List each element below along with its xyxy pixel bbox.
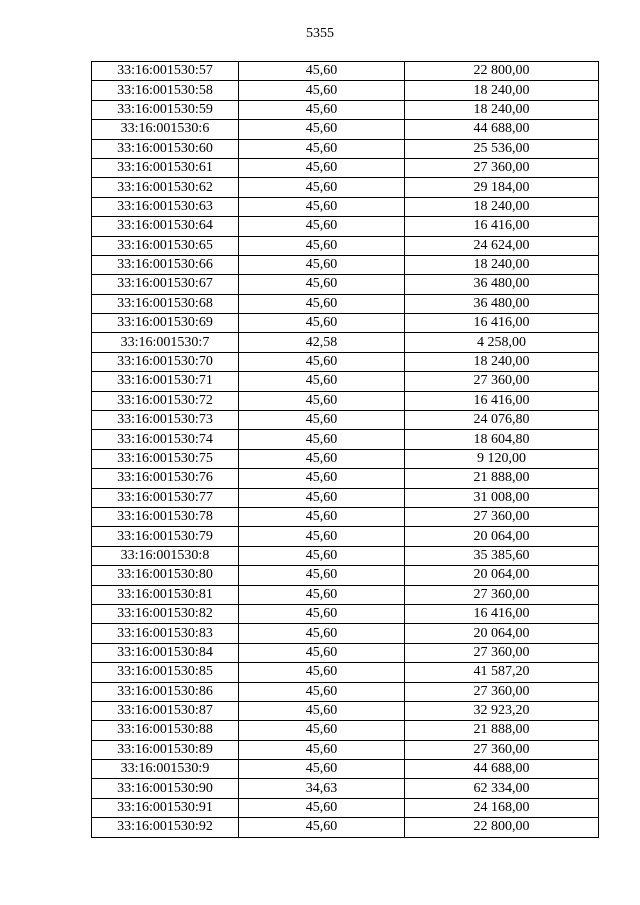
value-cell: 18 240,00 <box>405 255 599 274</box>
area-cell: 45,60 <box>239 255 405 274</box>
area-cell: 45,60 <box>239 275 405 294</box>
area-cell: 45,60 <box>239 314 405 333</box>
cadastral-number-cell: 33:16:001530:66 <box>92 255 239 274</box>
value-cell: 24 168,00 <box>405 798 599 817</box>
table-row <box>92 701 599 720</box>
value-cell: 32 923,20 <box>405 701 599 720</box>
cadastral-number-cell: 33:16:001530:58 <box>92 81 239 100</box>
cadastral-number-cell: 33:16:001530:84 <box>92 643 239 662</box>
value-cell: 36 480,00 <box>405 294 599 313</box>
table-row <box>92 352 599 371</box>
table-row <box>92 236 599 255</box>
table-row <box>92 391 599 410</box>
table-row <box>92 411 599 430</box>
cadastral-number-cell: 33:16:001530:65 <box>92 236 239 255</box>
table-row <box>92 527 599 546</box>
area-cell: 45,60 <box>239 449 405 468</box>
cadastral-number-cell: 33:16:001530:69 <box>92 314 239 333</box>
area-cell: 45,60 <box>239 682 405 701</box>
cadastral-number-cell: 33:16:001530:89 <box>92 740 239 759</box>
value-cell: 31 008,00 <box>405 488 599 507</box>
area-cell: 45,60 <box>239 236 405 255</box>
area-cell: 45,60 <box>239 760 405 779</box>
table-row <box>92 721 599 740</box>
cadastral-number-cell: 33:16:001530:71 <box>92 372 239 391</box>
value-cell: 27 360,00 <box>405 643 599 662</box>
cadastral-number-cell: 33:16:001530:80 <box>92 566 239 585</box>
cadastral-number-cell: 33:16:001530:9 <box>92 760 239 779</box>
table-row <box>92 178 599 197</box>
area-cell: 45,60 <box>239 372 405 391</box>
cadastral-number-cell: 33:16:001530:63 <box>92 197 239 216</box>
page-number: 5355 <box>306 26 334 41</box>
table-row <box>92 546 599 565</box>
table-row <box>92 100 599 119</box>
value-cell: 25 536,00 <box>405 139 599 158</box>
cadastral-number-cell: 33:16:001530:87 <box>92 701 239 720</box>
area-cell: 45,60 <box>239 798 405 817</box>
table-row <box>92 62 599 81</box>
value-cell: 22 800,00 <box>405 62 599 81</box>
table-row <box>92 449 599 468</box>
cadastral-number-cell: 33:16:001530:7 <box>92 333 239 352</box>
value-cell: 27 360,00 <box>405 585 599 604</box>
table-row <box>92 740 599 759</box>
table-row <box>92 779 599 798</box>
area-cell: 45,60 <box>239 391 405 410</box>
cadastral-number-cell: 33:16:001530:59 <box>92 100 239 119</box>
cadastral-table <box>91 61 599 838</box>
value-cell: 24 076,80 <box>405 411 599 430</box>
table-row <box>92 217 599 236</box>
area-cell: 45,60 <box>239 604 405 623</box>
value-cell: 44 688,00 <box>405 120 599 139</box>
table-row <box>92 643 599 662</box>
value-cell: 16 416,00 <box>405 314 599 333</box>
area-cell: 45,60 <box>239 81 405 100</box>
cadastral-number-cell: 33:16:001530:6 <box>92 120 239 139</box>
cadastral-number-cell: 33:16:001530:67 <box>92 275 239 294</box>
area-cell: 34,63 <box>239 779 405 798</box>
table-row <box>92 663 599 682</box>
value-cell: 16 416,00 <box>405 391 599 410</box>
table-row <box>92 81 599 100</box>
value-cell: 4 258,00 <box>405 333 599 352</box>
value-cell: 27 360,00 <box>405 507 599 526</box>
cadastral-number-cell: 33:16:001530:72 <box>92 391 239 410</box>
cadastral-number-cell: 33:16:001530:82 <box>92 604 239 623</box>
area-cell: 45,60 <box>239 488 405 507</box>
value-cell: 22 800,00 <box>405 818 599 837</box>
table-row <box>92 566 599 585</box>
table-row <box>92 158 599 177</box>
area-cell: 42,58 <box>239 333 405 352</box>
cadastral-number-cell: 33:16:001530:91 <box>92 798 239 817</box>
value-cell: 16 416,00 <box>405 217 599 236</box>
table-row <box>92 275 599 294</box>
table-row <box>92 585 599 604</box>
area-cell: 45,60 <box>239 546 405 565</box>
value-cell: 18 240,00 <box>405 100 599 119</box>
cadastral-number-cell: 33:16:001530:86 <box>92 682 239 701</box>
area-cell: 45,60 <box>239 100 405 119</box>
value-cell: 18 240,00 <box>405 197 599 216</box>
cadastral-number-cell: 33:16:001530:64 <box>92 217 239 236</box>
table-row <box>92 372 599 391</box>
area-cell: 45,60 <box>239 178 405 197</box>
table-row <box>92 760 599 779</box>
value-cell: 24 624,00 <box>405 236 599 255</box>
table-row <box>92 430 599 449</box>
value-cell: 27 360,00 <box>405 682 599 701</box>
area-cell: 45,60 <box>239 217 405 236</box>
area-cell: 45,60 <box>239 294 405 313</box>
value-cell: 29 184,00 <box>405 178 599 197</box>
value-cell: 20 064,00 <box>405 566 599 585</box>
area-cell: 45,60 <box>239 566 405 585</box>
area-cell: 45,60 <box>239 643 405 662</box>
area-cell: 45,60 <box>239 663 405 682</box>
area-cell: 45,60 <box>239 585 405 604</box>
cadastral-number-cell: 33:16:001530:60 <box>92 139 239 158</box>
value-cell: 18 240,00 <box>405 81 599 100</box>
area-cell: 45,60 <box>239 139 405 158</box>
cadastral-number-cell: 33:16:001530:83 <box>92 624 239 643</box>
value-cell: 21 888,00 <box>405 721 599 740</box>
table-row <box>92 333 599 352</box>
cadastral-number-cell: 33:16:001530:62 <box>92 178 239 197</box>
area-cell: 45,60 <box>239 469 405 488</box>
area-cell: 45,60 <box>239 197 405 216</box>
area-cell: 45,60 <box>239 624 405 643</box>
table-row <box>92 488 599 507</box>
table-row <box>92 604 599 623</box>
cadastral-number-cell: 33:16:001530:70 <box>92 352 239 371</box>
table-row <box>92 314 599 333</box>
area-cell: 45,60 <box>239 527 405 546</box>
area-cell: 45,60 <box>239 701 405 720</box>
table-row <box>92 255 599 274</box>
table-body <box>92 62 599 838</box>
table-row <box>92 798 599 817</box>
area-cell: 45,60 <box>239 507 405 526</box>
cadastral-number-cell: 33:16:001530:78 <box>92 507 239 526</box>
cadastral-number-cell: 33:16:001530:76 <box>92 469 239 488</box>
value-cell: 20 064,00 <box>405 527 599 546</box>
value-cell: 21 888,00 <box>405 469 599 488</box>
value-cell: 36 480,00 <box>405 275 599 294</box>
value-cell: 18 604,80 <box>405 430 599 449</box>
value-cell: 27 360,00 <box>405 158 599 177</box>
cadastral-number-cell: 33:16:001530:8 <box>92 546 239 565</box>
cadastral-number-cell: 33:16:001530:92 <box>92 818 239 837</box>
area-cell: 45,60 <box>239 62 405 81</box>
cadastral-number-cell: 33:16:001530:74 <box>92 430 239 449</box>
area-cell: 45,60 <box>239 818 405 837</box>
cadastral-number-cell: 33:16:001530:90 <box>92 779 239 798</box>
cadastral-number-cell: 33:16:001530:68 <box>92 294 239 313</box>
cadastral-number-cell: 33:16:001530:81 <box>92 585 239 604</box>
value-cell: 27 360,00 <box>405 372 599 391</box>
value-cell: 35 385,60 <box>405 546 599 565</box>
table-row <box>92 469 599 488</box>
value-cell: 20 064,00 <box>405 624 599 643</box>
cadastral-number-cell: 33:16:001530:85 <box>92 663 239 682</box>
value-cell: 27 360,00 <box>405 740 599 759</box>
value-cell: 9 120,00 <box>405 449 599 468</box>
cadastral-number-cell: 33:16:001530:79 <box>92 527 239 546</box>
cadastral-number-cell: 33:16:001530:88 <box>92 721 239 740</box>
table-row <box>92 507 599 526</box>
table-row <box>92 818 599 837</box>
cadastral-number-cell: 33:16:001530:77 <box>92 488 239 507</box>
area-cell: 45,60 <box>239 430 405 449</box>
area-cell: 45,60 <box>239 158 405 177</box>
area-cell: 45,60 <box>239 721 405 740</box>
value-cell: 18 240,00 <box>405 352 599 371</box>
area-cell: 45,60 <box>239 352 405 371</box>
table-row <box>92 294 599 313</box>
table-row <box>92 197 599 216</box>
table-row <box>92 682 599 701</box>
cadastral-number-cell: 33:16:001530:57 <box>92 62 239 81</box>
value-cell: 41 587,20 <box>405 663 599 682</box>
value-cell: 44 688,00 <box>405 760 599 779</box>
area-cell: 45,60 <box>239 411 405 430</box>
table-row <box>92 120 599 139</box>
value-cell: 62 334,00 <box>405 779 599 798</box>
value-cell: 16 416,00 <box>405 604 599 623</box>
area-cell: 45,60 <box>239 740 405 759</box>
table-row <box>92 139 599 158</box>
table-row <box>92 624 599 643</box>
cadastral-number-cell: 33:16:001530:73 <box>92 411 239 430</box>
cadastral-number-cell: 33:16:001530:75 <box>92 449 239 468</box>
cadastral-number-cell: 33:16:001530:61 <box>92 158 239 177</box>
area-cell: 45,60 <box>239 120 405 139</box>
